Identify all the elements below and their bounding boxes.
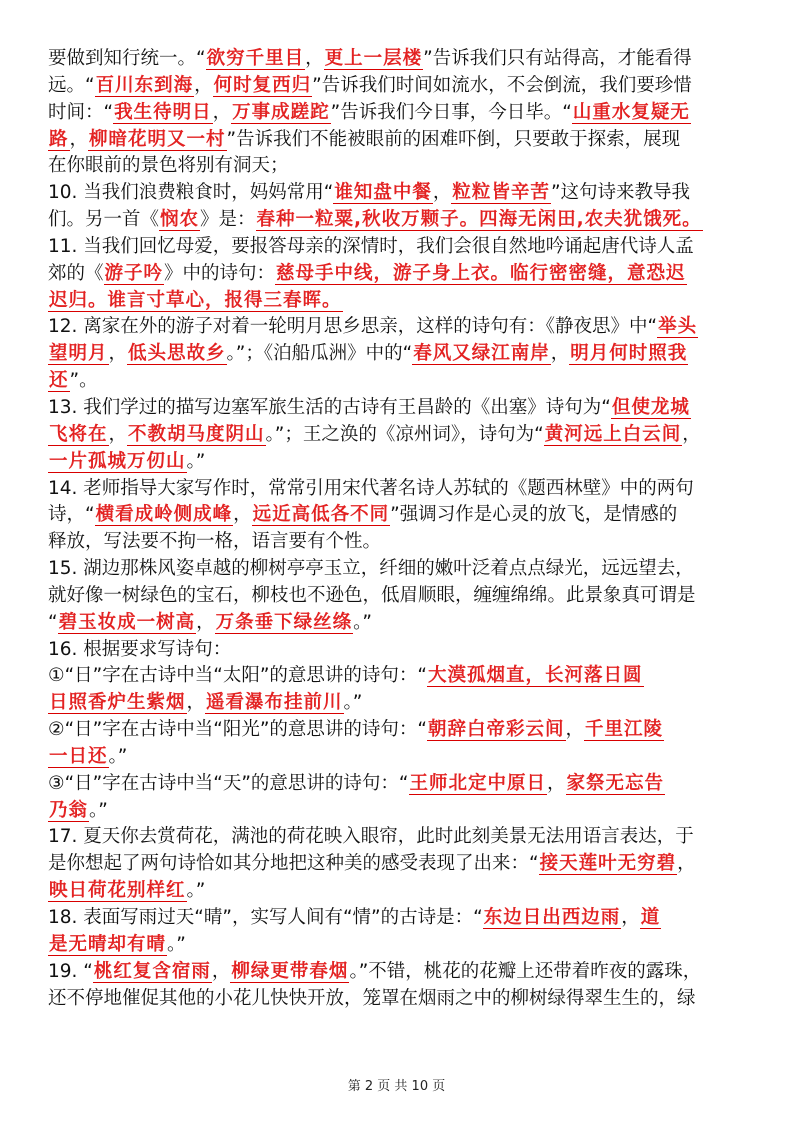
answer-text: 是无晴却有晴 — [49, 933, 167, 955]
body-text: 要做到知行统一。“ — [48, 48, 206, 69]
text-line — [48, 556, 750, 583]
text-line — [48, 341, 750, 368]
answer-text: 粒粒皆辛苦 — [452, 182, 550, 204]
answer-text: 山重水复疑无 — [572, 101, 690, 123]
text-line — [48, 234, 750, 261]
answer-text: 游子吟 — [104, 262, 164, 284]
body-text: 们。另一首《 — [48, 209, 160, 231]
body-text: 19. “ — [48, 960, 93, 982]
answer-text: 碧玉妆成一树高 — [58, 611, 196, 633]
body-text: 》中的诗句： — [164, 262, 276, 284]
body-text: ， — [186, 692, 206, 714]
answer-text: 柳暗花明又一村 — [89, 128, 226, 150]
text-line — [48, 153, 750, 180]
body-text: 远。“ — [48, 74, 95, 96]
answer-text: 家祭无忘告 — [566, 772, 665, 794]
body-text: 在你眼前的景色将别有洞天； — [48, 155, 289, 177]
text-line — [48, 932, 750, 959]
answer-text: 遥看瀑布挂前川 — [206, 692, 343, 714]
text-line — [48, 449, 750, 476]
text-line — [48, 529, 750, 556]
text-line — [48, 502, 750, 529]
answer-text: 道 — [640, 907, 661, 928]
body-text: ， — [69, 128, 89, 150]
body-text: ， — [432, 182, 452, 204]
body-text: ， — [682, 423, 701, 445]
body-text: 。”；王之涣的《凉州词》，诗句为“ — [265, 423, 544, 445]
body-text: ， — [621, 907, 640, 928]
text-line — [48, 637, 750, 664]
body-text: 15. 湖边那株风姿卓越的柳树亭亭玉立，纤细的嫩叶泛着点点绿光，远远望去， — [48, 558, 694, 580]
body-text: ， — [194, 74, 213, 96]
text-line — [48, 476, 750, 503]
answer-text: 何时复西归 — [213, 74, 312, 96]
text-line — [48, 207, 750, 234]
body-text: ③“日”字在古诗中当“天”的意思讲的诗句：“ — [48, 772, 409, 794]
answer-text: 黄河远上白云间 — [544, 423, 682, 445]
body-text: ， — [108, 423, 128, 445]
text-line — [48, 663, 750, 690]
answer-text: 接天莲叶无穷碧 — [539, 853, 677, 875]
answer-text: 慈母手中线，游子身上衣。临行密密缝，意恐迟 — [276, 262, 686, 284]
body-text: ”告诉我们只有站得高，才能看得 — [423, 48, 692, 69]
answer-text: 望明月 — [49, 343, 108, 365]
text-line — [48, 905, 750, 932]
answer-text: 日照香炉生紫烟 — [49, 692, 186, 714]
answer-text: 大漠孤烟直，长河落日圆 — [428, 665, 643, 687]
answer-text: 举头 — [658, 316, 698, 338]
body-text: ”告诉我们今日事，今日毕。“ — [330, 101, 572, 123]
answer-text: 明月何时照我 — [570, 343, 688, 365]
body-text: 。” — [186, 450, 206, 472]
text-line — [48, 288, 750, 315]
body-text: 。” — [89, 799, 108, 821]
answer-text: 远近高低各不同 — [252, 504, 390, 526]
body-text: ”告诉我们不能被眼前的困难吓倒，只要敢于探索，展现 — [226, 128, 681, 150]
body-text: 诗，“ — [48, 504, 95, 526]
answer-text: 谁知盘中餐 — [334, 182, 432, 204]
text-line — [48, 180, 750, 207]
text-line — [48, 583, 750, 610]
answer-text: 春风又绿江南岸 — [413, 343, 550, 365]
document-body — [48, 46, 750, 1012]
body-text: ”告诉我们时间如流水，不会倒流，我们要珍惜 — [312, 74, 692, 96]
body-text: 11. 当我们回忆母爱，要报答母亲的深情时，我们会很自然地吟诵起唐代诗人孟 — [48, 235, 694, 257]
body-text: “ — [48, 611, 58, 633]
answer-text: 一日还 — [49, 745, 108, 767]
text-line — [48, 46, 750, 73]
body-text: ， — [305, 48, 324, 69]
body-text: 郊的《 — [48, 262, 104, 284]
body-text: 10. 当我们浪费粮食时，妈妈常用“ — [48, 182, 334, 204]
body-text: ②“日”字在古诗中当“阳光”的意思讲的诗句：“ — [48, 719, 428, 741]
text-line — [48, 744, 750, 771]
body-text: ， — [565, 719, 585, 741]
answer-text: 乃翁 — [49, 799, 89, 821]
text-line — [48, 959, 750, 986]
text-line — [48, 368, 750, 395]
text-line — [48, 771, 750, 798]
body-text: ， — [196, 611, 215, 633]
text-line — [48, 127, 750, 154]
body-text: 。” — [353, 611, 372, 633]
text-line — [48, 314, 750, 341]
body-text: 。” — [108, 745, 128, 767]
body-text: ， — [233, 504, 252, 526]
body-text: 13. 我们学过的描写边塞军旅生活的古诗有王昌龄的《出塞》诗句为“ — [48, 396, 611, 418]
text-line — [48, 878, 750, 905]
answer-text: 柳绿更带春烟 — [231, 960, 349, 982]
text-line — [48, 610, 750, 637]
body-text: ”强调习作是心灵的放飞，是情感的 — [390, 504, 678, 526]
answer-text: 万事成蹉跎 — [232, 101, 330, 123]
body-text: 。” — [186, 880, 206, 902]
text-line — [48, 422, 750, 449]
body-text: ”这句诗来教导我 — [550, 182, 691, 204]
body-text: 14. 老师指导大家写作时，常常引用宋代著名诗人苏轼的《题西林壁》中的两句 — [48, 477, 694, 499]
answer-text: 一片孤城万仞山 — [49, 450, 186, 472]
text-line — [48, 717, 750, 744]
body-text: 》是： — [200, 209, 256, 231]
text-line — [48, 100, 750, 127]
page-footer: 第 2 页 共 10 页 — [347, 1079, 446, 1094]
body-text: ， — [550, 343, 570, 365]
body-text: ”。 — [69, 370, 98, 392]
answer-text: 桃红复含宿雨 — [93, 960, 211, 982]
text-line — [48, 261, 750, 288]
answer-text: 王师北定中原日 — [409, 772, 547, 794]
answer-text: 还 — [49, 370, 69, 392]
body-text: ， — [211, 960, 231, 982]
answer-text: 迟归。谁言寸草心，报得三春晖。 — [49, 289, 342, 311]
answer-text: 东边日出西边雨 — [483, 907, 621, 928]
body-text: ， — [108, 343, 128, 365]
body-text: 12. 离家在外的游子对着一轮明月思乡思亲，这样的诗句有：《静夜思》中“ — [48, 316, 658, 338]
body-text: 。”；《泊船瓜洲》中的“ — [226, 343, 413, 365]
answer-text: 悯农 — [160, 209, 200, 231]
body-text: ①“日”字在古诗中当“太阳”的意思讲的诗句：“ — [48, 665, 428, 687]
answer-text: 但使龙城 — [611, 396, 690, 418]
text-line — [48, 73, 750, 100]
answer-text: 映日荷花别样红 — [49, 880, 186, 902]
text-line — [48, 798, 750, 825]
body-text: 。” — [167, 933, 186, 955]
body-text: 18. 表面写雨过天“晴”，实写人间有“情”的古诗是：“ — [48, 907, 483, 928]
body-text: 还不停地催促其他的小花儿快快开放，笼罩在烟雨之中的柳树绿得翠生生的，绿 — [48, 987, 696, 1009]
body-text: ， — [677, 853, 696, 875]
answer-text: 低头思故乡 — [128, 343, 226, 365]
answer-text: 春种一粒粟,秋收万颗子。四海无闲田,农夫犹饿死。 — [256, 209, 702, 231]
text-line — [48, 690, 750, 717]
text-line — [48, 824, 750, 851]
body-text: 16. 根据要求写诗句： — [48, 638, 232, 660]
body-text: ， — [212, 101, 232, 123]
body-text: 就好像一树绿色的宝石，柳枝也不逊色，低眉顺眼，缠缠绵绵。此景象真可谓是 — [48, 584, 696, 606]
answer-text: 横看成岭侧成峰 — [95, 504, 233, 526]
answer-text: 万条垂下绿丝绦 — [215, 611, 353, 633]
text-line — [48, 395, 750, 422]
answer-text: 路 — [49, 128, 69, 150]
body-text: ， — [547, 772, 566, 794]
answer-text: 欲穷千里目 — [206, 48, 305, 69]
answer-text: 飞将在 — [49, 423, 108, 445]
answer-text: 更上一层楼 — [324, 48, 423, 69]
text-line — [48, 851, 750, 878]
body-text: 。”不错，桃花的花瓣上还带着昨夜的露珠， — [349, 960, 702, 982]
body-text: 时间：“ — [48, 101, 114, 123]
body-text: 17. 夏天你去赏荷花，满池的荷花映入眼帘，此时此刻美景无法用语言表达，于 — [48, 826, 694, 848]
text-line — [48, 986, 750, 1013]
answer-text: 百川东到海 — [95, 74, 194, 96]
answer-text: 朝辞白帝彩云间 — [428, 719, 565, 741]
body-text: 。” — [343, 692, 363, 714]
body-text: 是你想起了两句诗恰如其分地把这种美的感受表现了出来：“ — [48, 853, 539, 875]
answer-text: 千里江陵 — [585, 719, 664, 741]
body-text: 释放，写法要不拘一格，语言要有个性。 — [48, 531, 382, 553]
answer-text: 我生待明日 — [114, 101, 212, 123]
answer-text: 不教胡马度阴山 — [128, 423, 265, 445]
